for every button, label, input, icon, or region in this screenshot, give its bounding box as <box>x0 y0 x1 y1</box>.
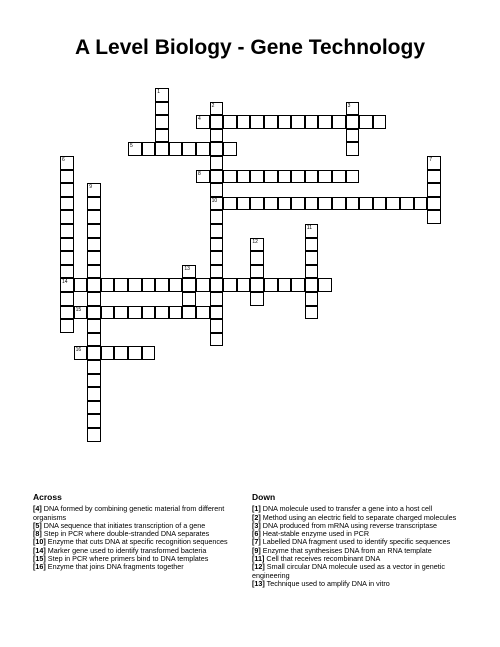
cell-number: 12 <box>252 238 258 245</box>
clue-text: DNA sequence that initiates transcription of a gene <box>43 520 206 530</box>
grid-cell[interactable] <box>87 238 101 252</box>
grid-cell[interactable] <box>291 278 305 292</box>
clue-number: [12] <box>252 562 265 572</box>
grid-cell[interactable] <box>87 333 101 347</box>
grid-cell[interactable] <box>101 278 115 292</box>
cell-number: 6 <box>62 157 65 163</box>
grid-cell[interactable] <box>87 197 101 211</box>
clue-number: [16] <box>33 562 46 572</box>
grid-cell[interactable] <box>60 319 74 333</box>
grid-cell[interactable] <box>332 170 346 184</box>
puzzle-title: A Level Biology - Gene Technology <box>74 36 426 59</box>
grid-cell[interactable] <box>305 292 319 306</box>
grid-cell[interactable] <box>210 319 224 333</box>
grid-cell[interactable] <box>60 156 74 170</box>
grid-cell[interactable] <box>427 183 441 197</box>
grid-cell[interactable] <box>196 278 210 292</box>
clue-text: DNA molecule used to transfer a gene into a host cell <box>262 504 433 514</box>
grid-cell[interactable] <box>196 170 210 184</box>
cell-number: 13 <box>184 265 190 272</box>
grid-cell[interactable] <box>305 278 319 292</box>
grid-cell[interactable] <box>87 414 101 428</box>
grid-cell[interactable] <box>210 170 224 184</box>
grid-cell[interactable] <box>182 278 196 292</box>
grid-cell[interactable] <box>237 278 251 292</box>
grid-cell[interactable] <box>60 306 74 320</box>
grid-cell[interactable] <box>223 170 237 184</box>
grid-cell[interactable] <box>400 197 414 211</box>
grid-cell[interactable] <box>60 278 74 292</box>
grid-cell[interactable] <box>155 278 169 292</box>
clue-number: [10] <box>33 537 46 547</box>
grid-cell[interactable] <box>210 102 224 116</box>
grid-cell[interactable] <box>60 170 74 184</box>
grid-cell[interactable] <box>210 238 224 252</box>
grid-cell[interactable] <box>155 88 169 102</box>
grid-cell[interactable] <box>210 156 224 170</box>
clue-number: [11] <box>252 554 265 564</box>
grid-cell[interactable] <box>278 197 292 211</box>
down-clues <box>252 493 467 588</box>
grid-cell[interactable] <box>101 346 115 360</box>
across-clue <box>33 505 233 522</box>
clue-number: [7] <box>252 537 261 547</box>
grid-cell[interactable] <box>87 278 101 292</box>
grid-cell[interactable] <box>210 333 224 347</box>
grid-cell[interactable] <box>278 170 292 184</box>
grid-cell[interactable] <box>182 292 196 306</box>
grid-cell[interactable] <box>223 197 237 211</box>
clue-number: [5] <box>33 520 42 530</box>
grid-cell[interactable] <box>155 129 169 143</box>
grid-cell[interactable] <box>250 170 264 184</box>
grid-cell[interactable] <box>128 142 142 156</box>
cell-number: 2 <box>211 102 215 109</box>
grid-cell[interactable] <box>210 278 224 292</box>
grid-cell[interactable] <box>128 346 142 360</box>
clue-number: [8] <box>33 529 42 539</box>
grid-cell[interactable] <box>60 292 74 306</box>
clue-text: Heat-stable enzyme used in PCR <box>262 529 370 539</box>
grid-cell[interactable] <box>60 197 74 211</box>
grid-cell[interactable] <box>305 115 319 129</box>
clue-number: [14] <box>33 545 46 555</box>
grid-cell[interactable] <box>182 265 196 279</box>
grid-cell[interactable] <box>305 170 319 184</box>
grid-cell[interactable] <box>332 197 346 211</box>
grid-cell[interactable] <box>305 224 319 238</box>
grid-cell[interactable] <box>291 115 305 129</box>
grid-cell[interactable] <box>87 224 101 238</box>
clue-text: Step in PCR where primers bind to DNA templates <box>47 554 209 564</box>
grid-cell[interactable] <box>87 210 101 224</box>
grid-cell[interactable] <box>237 197 251 211</box>
grid-cell[interactable] <box>210 183 224 197</box>
clue-number: [4] <box>33 504 42 514</box>
clue-number: [3] <box>252 520 261 530</box>
grid-cell[interactable] <box>346 102 360 116</box>
grid-cell[interactable] <box>386 197 400 211</box>
grid-cell[interactable] <box>373 197 387 211</box>
grid-cell[interactable] <box>87 319 101 333</box>
grid-cell[interactable] <box>169 306 183 320</box>
down-clue <box>252 580 467 588</box>
grid-cell[interactable] <box>237 170 251 184</box>
cell-number: 10 <box>211 197 218 204</box>
grid-cell[interactable] <box>87 265 101 279</box>
grid-cell[interactable] <box>155 102 169 116</box>
grid-cell[interactable] <box>60 265 74 279</box>
grid-cell[interactable] <box>87 306 101 320</box>
across-clue-list <box>33 505 233 571</box>
grid-cell[interactable] <box>223 115 237 129</box>
down-heading: Down <box>252 492 276 502</box>
grid-cell[interactable] <box>196 306 210 320</box>
grid-cell[interactable] <box>155 115 169 129</box>
grid-cell[interactable] <box>87 374 101 388</box>
clue-text: Small circular DNA molecule used as a vector in genetic engineering <box>252 562 445 580</box>
clue-text: Marker gene used to identify transformed bacteria <box>47 545 207 555</box>
clue-text: Cell that receives recombinant DNA <box>266 554 381 564</box>
grid-cell[interactable] <box>182 306 196 320</box>
grid-cell[interactable] <box>128 306 142 320</box>
clue-text: Labelled DNA fragment used to identify specific sequences <box>262 537 451 547</box>
cell-number: 9 <box>89 184 92 191</box>
grid-cell[interactable] <box>427 170 441 184</box>
grid-cell[interactable] <box>101 306 115 320</box>
grid-cell[interactable] <box>87 251 101 265</box>
grid-cell[interactable] <box>250 278 264 292</box>
grid-cell[interactable] <box>427 197 441 211</box>
grid-cell[interactable] <box>223 142 237 156</box>
grid-cell[interactable] <box>250 265 264 279</box>
grid-cell[interactable] <box>250 251 264 265</box>
grid-cell[interactable] <box>196 142 210 156</box>
cell-number: 7 <box>429 157 432 163</box>
grid-cell[interactable] <box>74 278 88 292</box>
clue-number: [6] <box>252 529 261 539</box>
grid-cell[interactable] <box>87 346 101 360</box>
grid-cell[interactable] <box>142 142 156 156</box>
grid-cell[interactable] <box>87 292 101 306</box>
grid-cell[interactable] <box>414 197 428 211</box>
cell-number: 11 <box>306 225 312 231</box>
grid-cell[interactable] <box>291 197 305 211</box>
grid-cell[interactable] <box>305 306 319 320</box>
grid-cell[interactable] <box>264 115 278 129</box>
grid-cell[interactable] <box>87 401 101 415</box>
grid-cell[interactable] <box>87 360 101 374</box>
down-clue <box>252 563 467 580</box>
grid-cell[interactable] <box>60 224 74 238</box>
grid-cell[interactable] <box>278 115 292 129</box>
grid-cell[interactable] <box>155 306 169 320</box>
grid-cell[interactable] <box>169 278 183 292</box>
cell-number: 3 <box>347 102 351 109</box>
grid-cell[interactable] <box>346 142 360 156</box>
clue-text: Technique used to amplify DNA in vitro <box>266 578 390 588</box>
clue-text: Enzyme that joins DNA fragments together <box>47 562 184 572</box>
grid-cell[interactable] <box>305 238 319 252</box>
grid-cell[interactable] <box>60 251 74 265</box>
grid-cell[interactable] <box>210 129 224 143</box>
grid-cell[interactable] <box>305 265 319 279</box>
grid-cell[interactable] <box>237 115 251 129</box>
clue-text: Enzyme that synthesises DNA from an RNA template <box>262 545 432 555</box>
clue-text: DNA formed by combining genetic material from different organisms <box>33 504 225 522</box>
grid-cell[interactable] <box>264 278 278 292</box>
grid-cell[interactable] <box>210 115 224 129</box>
across-clue <box>33 563 233 571</box>
grid-cell[interactable] <box>250 197 264 211</box>
grid-cell[interactable] <box>210 210 224 224</box>
grid-cell[interactable] <box>359 197 373 211</box>
cell-number: 1 <box>157 89 160 95</box>
grid-cell[interactable] <box>332 115 346 129</box>
grid-cell[interactable] <box>114 346 128 360</box>
grid-cell[interactable] <box>250 238 264 252</box>
grid-cell[interactable] <box>74 346 88 360</box>
grid-cell[interactable] <box>305 197 319 211</box>
grid-cell[interactable] <box>210 224 224 238</box>
clue-number: [13] <box>252 578 265 588</box>
grid-cell[interactable] <box>346 170 360 184</box>
clue-number: [9] <box>252 545 261 555</box>
clue-text: Enzyme that cuts DNA at specific recognition sequences <box>47 537 228 547</box>
grid-cell[interactable] <box>346 115 360 129</box>
grid-cell[interactable] <box>87 428 101 442</box>
grid-cell[interactable] <box>346 129 360 143</box>
grid-cell[interactable] <box>264 170 278 184</box>
grid-cell[interactable] <box>264 197 278 211</box>
grid-cell[interactable] <box>210 265 224 279</box>
grid-cell[interactable] <box>60 183 74 197</box>
grid-cell[interactable] <box>210 142 224 156</box>
grid-cell[interactable] <box>142 278 156 292</box>
grid-cell[interactable] <box>128 278 142 292</box>
cell-number: 8 <box>198 170 201 177</box>
cell-number: 15 <box>75 306 82 313</box>
grid-cell[interactable] <box>210 251 224 265</box>
grid-cell[interactable] <box>87 387 101 401</box>
grid-cell[interactable] <box>210 292 224 306</box>
cell-number: 5 <box>130 143 133 150</box>
grid-cell[interactable] <box>74 306 88 320</box>
down-clue-list <box>252 505 467 588</box>
grid-cell[interactable] <box>60 210 74 224</box>
clue-text: Step in PCR where double-stranded DNA separates <box>43 529 210 539</box>
grid-cell[interactable] <box>210 197 224 211</box>
grid-cell[interactable] <box>87 183 101 197</box>
grid-cell[interactable] <box>373 115 387 129</box>
grid-cell[interactable] <box>318 170 332 184</box>
cell-number: 14 <box>62 279 68 286</box>
grid-cell[interactable] <box>427 156 441 170</box>
grid-cell[interactable] <box>182 142 196 156</box>
grid-cell[interactable] <box>210 306 224 320</box>
grid-cell[interactable] <box>142 346 156 360</box>
grid-cell[interactable] <box>291 170 305 184</box>
grid-cell[interactable] <box>169 142 183 156</box>
cell-number: 16 <box>75 347 82 354</box>
grid-cell[interactable] <box>250 292 264 306</box>
clue-number: [15] <box>33 554 46 564</box>
grid-cell[interactable] <box>318 278 332 292</box>
grid-cell[interactable] <box>359 115 373 129</box>
grid-cell[interactable] <box>318 197 332 211</box>
clue-text: DNA produced from mRNA using reverse transcriptase <box>262 520 437 530</box>
grid-cell[interactable] <box>278 278 292 292</box>
clue-number: [2] <box>252 512 261 522</box>
grid-cell[interactable] <box>155 142 169 156</box>
cell-number: 4 <box>198 116 201 123</box>
grid-cell[interactable] <box>250 115 264 129</box>
grid-cell[interactable] <box>60 238 74 252</box>
grid-cell[interactable] <box>305 251 319 265</box>
across-clues <box>33 493 233 572</box>
grid-cell[interactable] <box>142 306 156 320</box>
grid-cell[interactable] <box>427 210 441 224</box>
grid-cell[interactable] <box>114 278 128 292</box>
grid-cell[interactable] <box>196 115 210 129</box>
grid-cell[interactable] <box>346 197 360 211</box>
grid-cell[interactable] <box>114 306 128 320</box>
clue-text: Method using an electric field to separate charged molecules <box>262 512 457 522</box>
across-heading: Across <box>33 492 62 502</box>
grid-cell[interactable] <box>318 115 332 129</box>
grid-cell[interactable] <box>223 278 237 292</box>
clue-number: [1] <box>252 504 261 514</box>
